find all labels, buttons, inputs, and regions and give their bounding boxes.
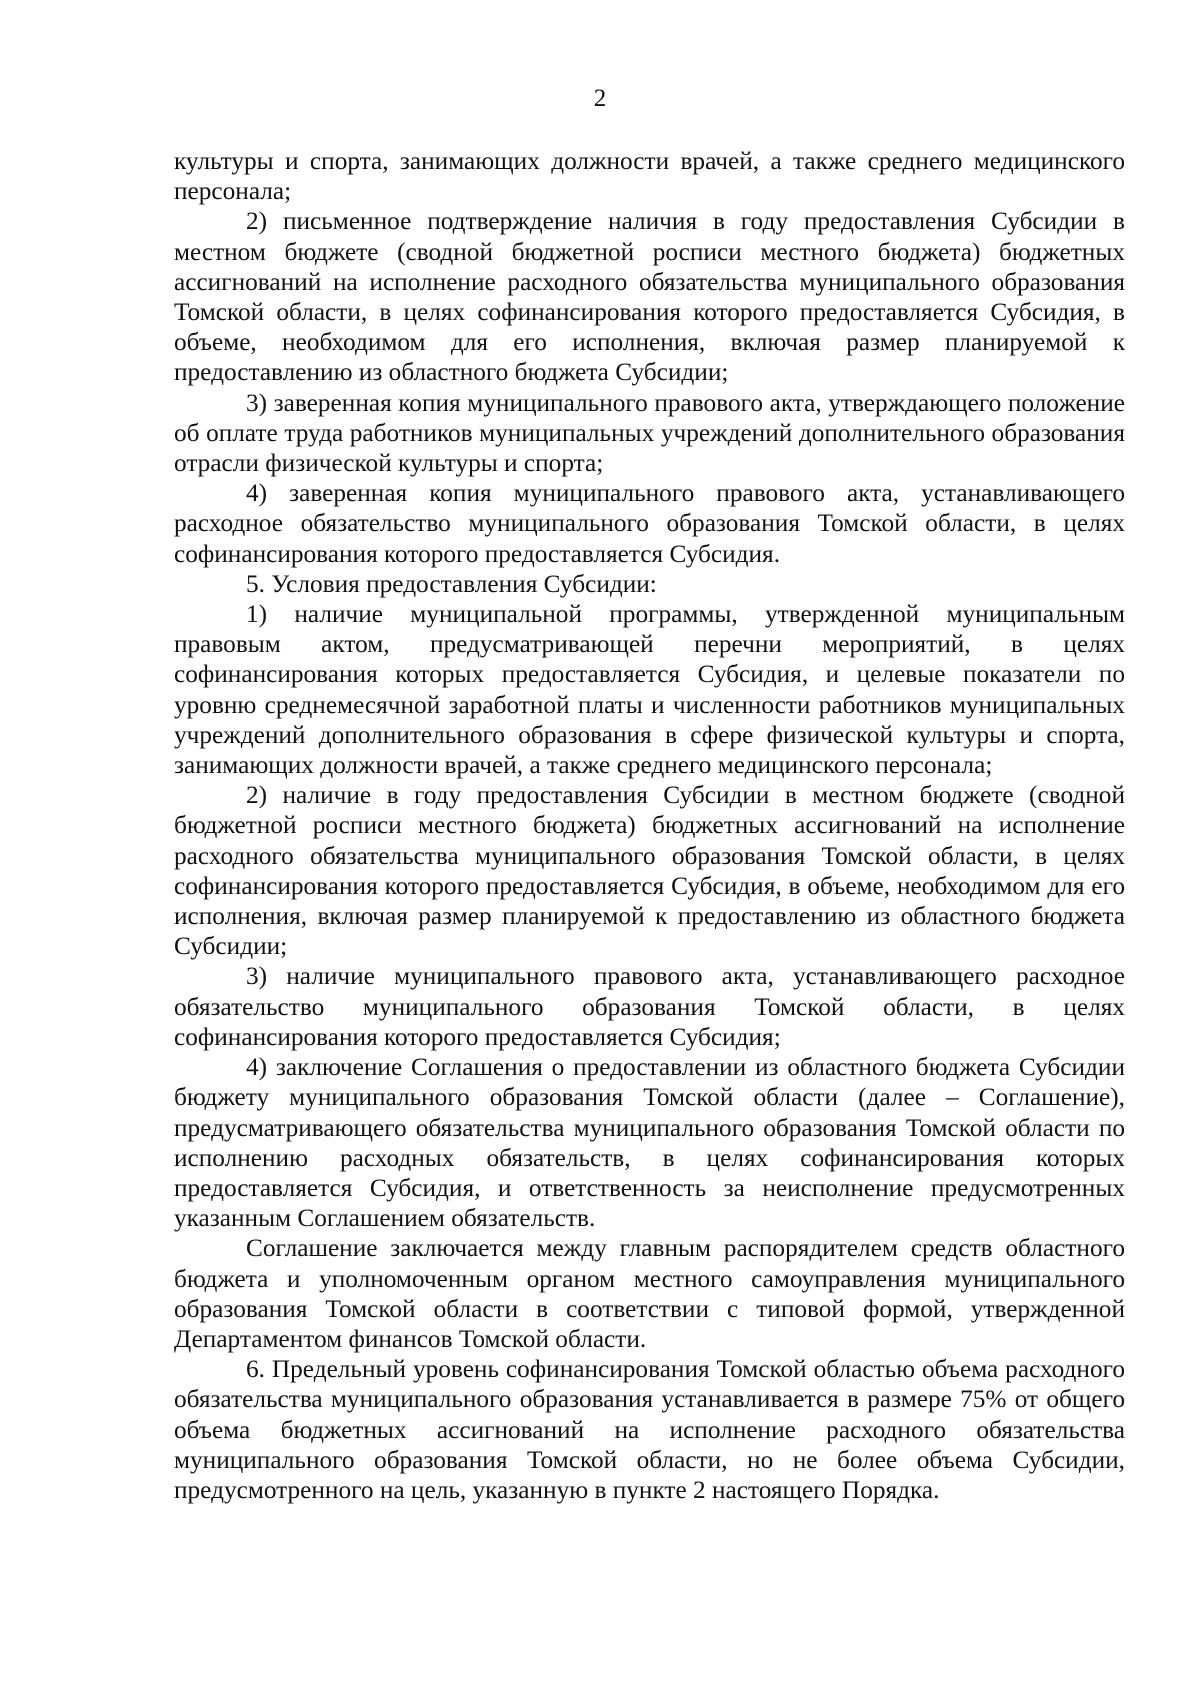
paragraph-item-4-3: 3) заверенная копия муниципального правового акта, утверждающего положение об оплате труда работников муниципальных учреждений дополнительного образования отрасли физической культуры и спорта; (174, 388, 1125, 478)
section-5-heading: 5. Условия предоставления Субсидии: (246, 569, 657, 598)
section-6-paragraph: 6. Предельный уровень софинансирования Томской областью объема расходного обязательства муниципального образования устанавливается в размере 75% от общего объема бюджетных ассигнований на исполнение расходного обязательства муниципального образования Томской области, но не более объема Субсидии, предусмотренного на цель, указанную в пункте 2 настоящего Порядка. (174, 1355, 1125, 1504)
paragraph-continuation: культуры и спорта, занимающих должности врачей, а также среднего медицинского персонала; (174, 147, 1125, 206)
document-body (174, 146, 1125, 1505)
paragraph-item-4-2: 2) письменное подтверждение наличия в году предоставления Субсидии в местном бюджете (сводной бюджетной росписи местного бюджета) бюджетных ассигнований на исполнение расходного обязательства муниципального образования Томской области, в целях софинансирования которого предоставляется Субсидия, в объеме, необходимом для его исполнения, включая размер планируемой к предоставлению из областного бюджета Субсидии; (174, 207, 1125, 387)
paragraph-item-4-4: 4) заверенная копия муниципального правового акта, устанавливающего расходное обязательство муниципального образования Томской области, в целях софинансирования которого предоставляется Субсидия. (174, 479, 1125, 568)
paragraph-item-5-3: 3) наличие муниципального правового акта, устанавливающего расходное обязательство муниципального образования Томской области, в целях софинансирования которого предоставляется Субсидия; (174, 962, 1125, 1051)
paragraph-agreement: Соглашение заключается между главным распорядителем средств областного бюджета и уполномоченным органом местного самоуправления муниципального образования Томской области в соответствии с типовой формой, утвержденной Департаментом финансов Томской области. (174, 1234, 1125, 1353)
paragraph-item-5-2: 2) наличие в году предоставления Субсидии в местном бюджете (сводной бюджетной росписи местного бюджета) бюджетных ассигнований на исполнение расходного обязательства муниципального образования Томской области, в целях софинансирования которого предоставляется Субсидия, в объеме, необходимом для его исполнения, включая размер планируемой к предоставлению из областного бюджета Субсидии; (174, 781, 1125, 961)
paragraph-item-5-4: 4) заключение Соглашения о предоставлении из областного бюджета Субсидии бюджету муниципального образования Томской области (далее – Соглашение), предусматривающего обязательства муниципального образования Томской области по исполнению расходных обязательств, в целях софинансирования которых предоставляется Субсидия, и ответственность за неисполнение предусмотренных указанным Соглашением обязательств. (174, 1053, 1125, 1233)
paragraph-item-5-1: 1) наличие муниципальной программы, утвержденной муниципальным правовым актом, предусматривающей перечни мероприятий, в целях софинансирования которых предоставляется Субсидия, и целевые показатели по уровню среднемесячной заработной платы и численности работников муниципальных учреждений дополнительного образования в сфере физической культуры и спорта, занимающих должности врачей, а также среднего медицинского персонала; (174, 600, 1125, 780)
page-number: 2 (593, 85, 607, 112)
